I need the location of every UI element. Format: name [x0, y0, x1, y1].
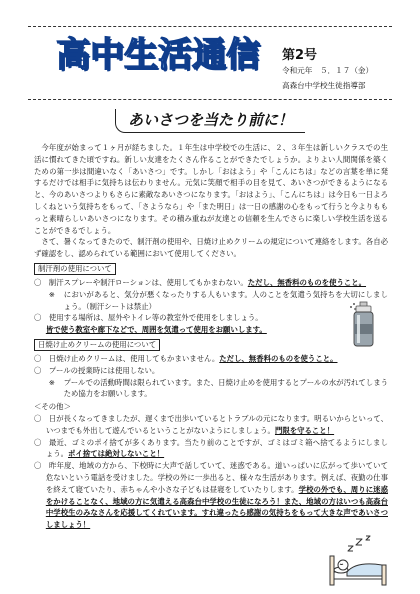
- item-emphasis: 皆で使う教室や廊下などで、周囲を気遣って使用をお願いします。: [45, 325, 267, 335]
- item-text: 制汗スプレーや制汗ローションは、使用してもかまわない。: [48, 277, 248, 287]
- article-heading-wrap: [0, 109, 420, 133]
- section-sunscreen: [34, 336, 388, 400]
- list-item: [34, 437, 388, 461]
- item-text: 最近、ゴミのポイ捨てが多くあります。当たり前のことですが、ゴミはゴミ箱へ捨てるようにしましょう。: [45, 437, 388, 459]
- item-text: 日焼け止めクリームは、使用してもかまいません。: [48, 353, 220, 363]
- item-text: 日が長くなってきましたが、遅くまで出歩いているとトラブルの元になります。明るいからといって、いつまでも外出して遊んでいるということがないようにしましょう。: [45, 413, 388, 435]
- zzz-marks: [348, 536, 370, 551]
- intro-paragraph: 今年度が始まって１ヶ月が経ちました。１年生は中学校での生活に、２、３年生は新しいクラスでの生活に慣れてきた頃ですね。新しい友達をたくさん作ることができたでしょうか。よりよい人間関係を築くための第一歩は間違いなく「あいさつ」です。しかし「おはよう」や「こんにちは」などの言葉を単に発するだけでは相手に気持ちは伝わりません。元気に笑顔で相手の目を見て、あいさつができるようになると、今のあいさつよりもさらに素敵なあいさつになります。「おはよう」、「こんにちは」は今日も一日よろしくねという気持ちをもって、「さようなら」や「また明日」は一日の感謝の心をもって行うと今よりももっと素晴らしいあいさつになります。その積み重ねが友達との信頼を生んでさらに楽しい学校生活を送ることができるでしょう。: [34, 143, 388, 235]
- list-item: [34, 277, 388, 289]
- issue-date: 令和元年 ５．１７（金）: [282, 66, 374, 75]
- publisher: 高森台中学校生徒指導部: [282, 81, 366, 90]
- circle-mark: 〇: [34, 353, 42, 363]
- notice-paragraph: さて、暑くなってきたので、制汗剤の使用や、日焼け止めクリームの規定について連絡をします。各自必ず確認をし、認められている範囲において使用してください。: [34, 237, 388, 259]
- list-item: [34, 460, 388, 531]
- header-bottom-divider: [28, 99, 392, 100]
- article-body: [34, 142, 388, 531]
- section-label: 制汗剤の使用について: [34, 263, 116, 275]
- circle-mark: 〇: [34, 413, 42, 423]
- note-item: [34, 289, 388, 313]
- article-heading: あいさつを当たり前に！: [115, 109, 305, 133]
- list-item: [34, 365, 388, 377]
- issue-number: 第2号: [282, 48, 318, 63]
- list-item: [34, 353, 388, 365]
- header-top-divider: [28, 26, 392, 27]
- section-antiperspirant: [34, 260, 388, 336]
- circle-mark: 〇: [34, 365, 42, 375]
- item-text: プールの授業時には使用しない。: [48, 365, 160, 375]
- item-text: プールでの活動時間は限られています。また、日焼け止めを使用するとプールの水が汚れてしまうため協力をお願いします。: [63, 377, 388, 399]
- section-label: 日焼け止めクリームの使用について: [34, 339, 160, 351]
- bed: [330, 556, 386, 585]
- list-item: [34, 413, 388, 437]
- note-mark: ※: [48, 377, 55, 387]
- item-text: においがあると、気分が悪くなったりする人もいます。人のことを気遣う気持ちを大切にしましょう。（制汗シートは禁止）: [63, 289, 388, 311]
- item-emphasis: ポイ捨ては絶対しないこと！: [68, 449, 165, 459]
- circle-mark: 〇: [34, 277, 42, 287]
- item-text: 昨年度、地域の方から、下校時に大声で話していて、迷惑である。道いっぱいに広がって歩いていて危ないという電話を受けました。学校の外に一歩出ると、様々な生活があります。例えば、夜勤の仕事を終えて寝ていたり、赤ちゃんや小さな子どもは昼寝をしていたりします。: [45, 461, 388, 494]
- circle-mark: 〇: [34, 437, 42, 447]
- other-label: ＜その他＞: [34, 402, 71, 412]
- section-other: [34, 401, 388, 531]
- item-emphasis: 門限を守ること！: [274, 425, 335, 435]
- item-emphasis: 学校の外でも、周りに迷惑をかけることなく、地域の方に気遣える高森台中学校の生徒になろう！また、地域の方はいつも高森台中学校生のみなさんを応援してくれています。すれ違ったら感謝の気持ちをもって大きな声であいさつしましょう！: [45, 484, 388, 530]
- circle-mark: 〇: [34, 313, 42, 323]
- circle-mark: 〇: [34, 461, 42, 471]
- note-item: [34, 377, 388, 401]
- newsletter-title: 高中生活通信: [56, 35, 260, 75]
- item-emphasis: ただし、無香料のものを使うこと。: [247, 277, 367, 287]
- item-emphasis: ただし、無香料のものを使うこと。: [219, 353, 338, 363]
- item-text: 使用する場所は、屋外やトイレ等の教室外で使用をしましょう。: [48, 313, 263, 323]
- sleeping-person-icon: [326, 534, 390, 588]
- note-mark: ※: [48, 289, 55, 299]
- list-item: [34, 312, 388, 336]
